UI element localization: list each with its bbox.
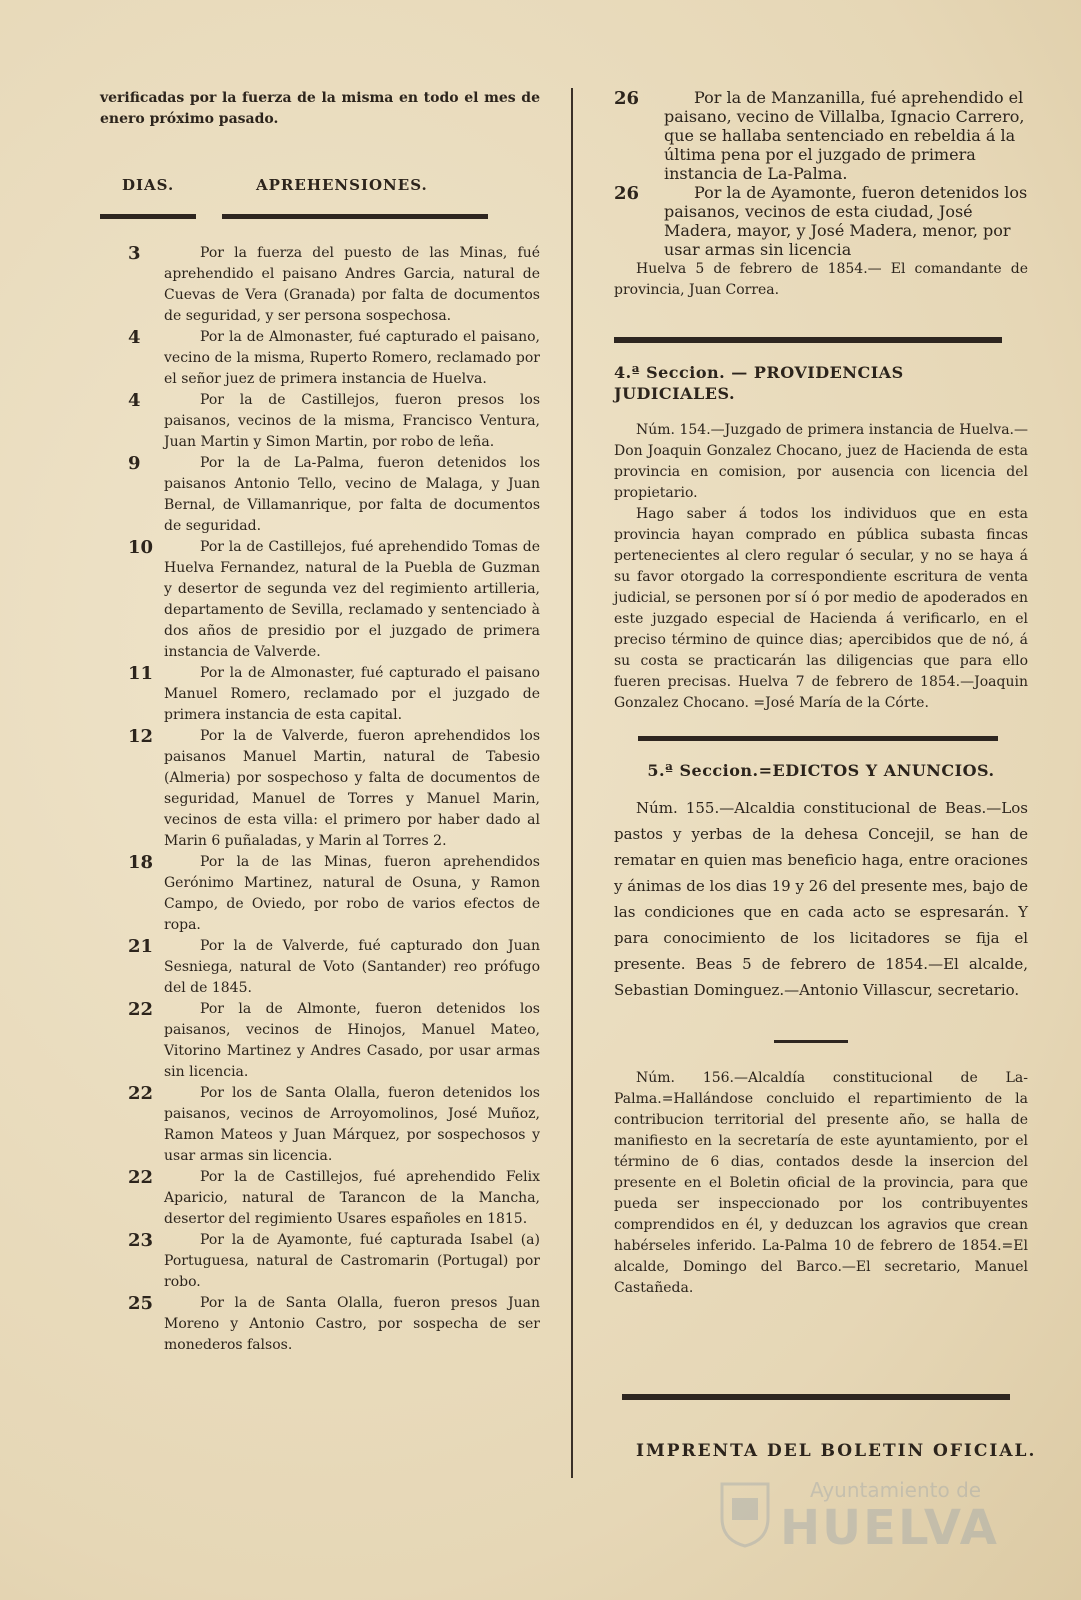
list-item [100,1293,540,1356]
entry-text: Por la de Ayamonte, fueron detenidos los paisanos, vecinos de esta ciudad, José Madera, mayor, y José Madera, menor, por usar armas sin licencia [664,183,1028,259]
entry-text: Por la de Castillejos, fueron presos los paisanos, vecinos de la misma, Francisco Ventura, Juan Martin y Simon Martin, por robo de leña. [164,392,540,450]
list-item [614,183,1028,259]
heading-rule-left [100,214,196,219]
entry-day: 4 [128,327,141,348]
apprehension-list-continued [614,88,1028,259]
closing-signature: Huelva 5 de febrero de 1854.— El comandante de provincia, Juan Correa. [614,261,1028,298]
entry-day: 25 [128,1293,154,1314]
entry-day: 3 [128,243,141,264]
ornament-separator [774,1040,848,1043]
heading-dias: DIAS. [122,176,175,194]
shield-icon [720,1482,770,1548]
watermark [720,1478,1010,1558]
entry-day: 11 [128,663,154,684]
entry-text: Por la de las Minas, fueron aprehendidos Gerónimo Martinez, natural de Osuna, y Ramon Campo, de Oviedo, por robo de varios efectos de ropa. [164,854,540,933]
list-item [100,999,540,1083]
entry-day: 10 [128,537,154,558]
printer-footer: IMPRENTA DEL BOLETIN OFICIAL. [636,1441,1037,1461]
num-154-body: Hago saber á todos los individuos que en esta provincia hayan comprado en pública subasta fincas pertenecientes al clero regular ó secular, y no se haya á su favor otorgado la correspondiente escritura de venta judicial, se personen por sí ó por medio de apoderados en este juzgado especial de Hacienda á verificarlo, en el preciso término de quince dias; apercibidos que de nó, á su costa se practicarán las diligencias que para ello fueren precisas. Huelva 7 de febrero de 1854.—Joaquin Gonzalez Chocano. =José María de la Córte. [614,506,1028,711]
entry-day: 21 [128,936,154,957]
list-item [100,453,540,537]
entry-text: Por la de Almonaster, fué capturado el paisano, vecino de la misma, Ruperto Romero, reclamado por el señor juez de primera instancia de Huelva. [164,329,540,387]
list-item [100,726,540,852]
entry-text: Por la de Santa Olalla, fueron presos Juan Moreno y Antonio Castro, por sospecha de ser monederos falsos. [164,1295,540,1353]
heading-rule-right [222,214,488,219]
entry-day: 22 [128,1083,154,1104]
list-item [614,88,1028,183]
footer-rule [622,1394,1010,1400]
list-item [100,537,540,663]
section-5 [614,760,1028,1003]
list-item [100,1230,540,1293]
entry-text: Por la de Ayamonte, fué capturada Isabel (a) Portuguesa, natural de Castromarin (Portugal) por robo. [164,1232,540,1290]
intro-text: verificadas por la fuerza de la misma en todo el mes de enero próximo pasado. [100,90,540,127]
list-item [100,1083,540,1167]
list-item [100,852,540,936]
entry-text: Por la de Valverde, fueron aprehendidos los paisanos Manuel Martin, natural de Tabesio (Almeria) por sospechoso y falta de documentos de seguridad, Manuel de Torres y Manuel Marin, vecinos de esta villa: el primero por haber dado al Marin 6 puñaladas, y Marin al Torres 2. [164,728,540,849]
entry-day: 4 [128,390,141,411]
section-5-title: 5.ª Seccion.=EDICTOS Y ANUNCIOS. [647,761,995,780]
entry-day: 9 [128,453,141,474]
entry-day: 23 [128,1230,154,1251]
entry-text: Por la de Castillejos, fué aprehendido Tomas de Huelva Fernandez, natural de la Puebla de Guzman y desertor de segunda vez del regimiento artilleria, departamento de Sevilla, reclamado y sentenciado à dos años de presidio por el juzgado de primera instancia de Valverde. [164,539,540,660]
watermark-line-2: HUELVA [780,1500,999,1556]
section-rule-2 [638,736,998,741]
num-156: Núm. 156.—Alcaldía constitucional de La-Palma.=Hallándose concluido el repartimiento de la contribucion territorial del presente año, se halla de manifiesto en la secretaría de este ayuntamiento, por el término de 6 dias, contados desde la insercion del presente en el Boletin oficial de la provincia, para que pueda ser inspeccionado por los contribuyentes comprendidos en él, y deduzcan los agravios que crean habérseles inferido. La-Palma 10 de febrero de 1854.=El alcalde, Domingo del Barco.—El secretario, Manuel Castañeda. [614,1070,1028,1296]
watermark-line-1: Ayuntamiento de [810,1478,982,1502]
entry-day: 22 [128,999,154,1020]
num-154-header: Núm. 154.—Juzgado de primera instancia de Huelva.—Don Joaquin Gonzalez Chocano, juez de Hacienda de esta provincia en comision, por ausencia con licencia del propietario. [614,422,1028,501]
entry-day: 26 [614,183,640,204]
entry-day: 22 [128,1167,154,1188]
num-155: Núm. 155.—Alcaldia constitucional de Beas.—Los pastos y yerbas de la dehesa Concejil, se han de rematar en quien mas beneficio haga, entre oraciones y ánimas de los dias 19 y 26 del presente mes, bajo de las condiciones que en cada acto se espresarán. Y para conocimiento de los licitadores se fija el presente. Beas 5 de febrero de 1854.—El alcalde, Sebastian Dominguez.—Antonio Villascur, secretario. [614,799,1028,999]
entry-text: Por los de Santa Olalla, fueron detenidos los paisanos, vecinos de Arroyomolinos, José Muñoz, Ramon Mateos y Juan Márquez, por sospechosos y usar armas sin licencia. [164,1085,540,1164]
num-156-block [614,1068,1028,1299]
heading-aprehensiones: APREHENSIONES. [256,176,428,194]
entry-text: Por la de Manzanilla, fué aprehendido el paisano, vecino de Villalba, Ignacio Carrero, que se hallaba sentenciado en rebeldia á la última pena por el juzgado de primera instancia de La-Palma. [664,88,1025,183]
entry-day: 26 [614,88,640,109]
list-item [100,663,540,726]
entry-day: 12 [128,726,154,747]
section-4 [614,362,1028,714]
entry-text: Por la de Castillejos, fué aprehendido Felix Aparicio, natural de Tarancon de la Mancha, desertor del regimiento Usares españoles en 1815. [164,1169,540,1227]
list-item [100,936,540,999]
entry-text: Por la de Almonaster, fué capturado el paisano Manuel Romero, reclamado por el juzgado de primera instancia de esta capital. [164,665,540,723]
entry-text: Por la de La-Palma, fueron detenidos los paisanos Antonio Tello, vecino de Malaga, y Juan Bernal, de Villamanrique, por falta de documentos de seguridad. [164,455,540,534]
list-item [100,243,540,327]
column-divider [571,88,573,1478]
entry-day: 18 [128,852,154,873]
section-rule-1 [614,337,1002,343]
right-entries-block [614,88,1028,301]
entry-text: Por la de Almonte, fueron detenidos los paisanos, vecinos de Hinojos, Manuel Mateo, Vitorino Martinez y Andres Casado, por usar armas sin licencia. [164,1001,540,1080]
entry-text: Por la de Valverde, fué capturado don Juan Sesniega, natural de Voto (Santander) reo prófugo del de 1845. [164,938,540,996]
entry-text: Por la fuerza del puesto de las Minas, fué aprehendido el paisano Andres Garcia, natural de Cuevas de Vera (Granada) por falta de documentos de seguridad, y ser persona sospechosa. [164,245,540,324]
list-item [100,390,540,453]
list-item [100,327,540,390]
list-item [100,1167,540,1230]
apprehension-list [100,243,540,1356]
section-4-title: 4.ª Seccion. — PROVIDENCIAS JUDICIALES. [614,363,904,403]
